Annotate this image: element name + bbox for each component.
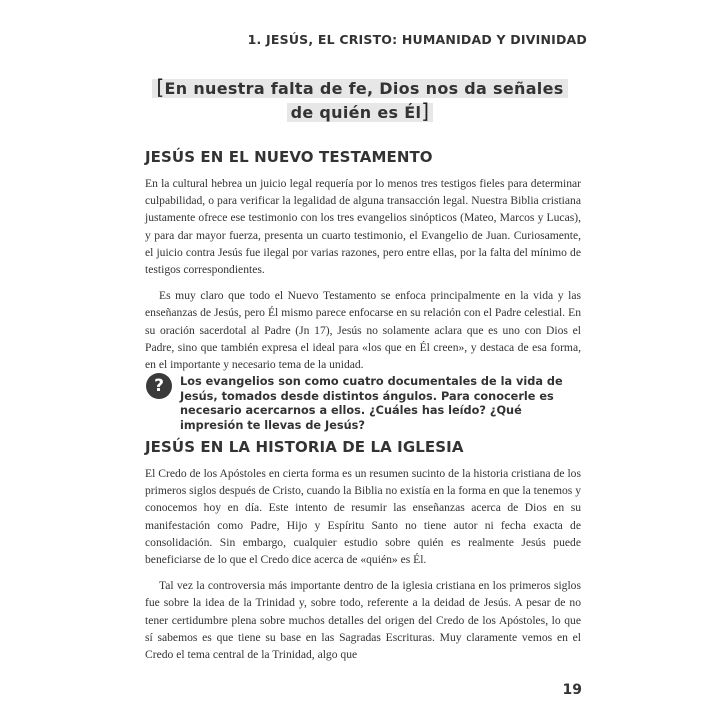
pull-quote xyxy=(150,76,570,124)
paragraph: Es muy claro que todo el Nuevo Testamento se enfoca principalmente en la vida y las enseñanzas de Jesús, pero Él mismo parece enfocarse en su relación con el Padre celestial. En su oración sacerdotal al Padre (Jn 17), Jesús no solamente aclara que es uno con Dios el Padre, sino que también expresa el ideal para «los que en Él creen», y destaca de esa forma, en el importante y necesario tema de la unidad. xyxy=(145,289,581,372)
pull-quote-text: En nuestra falta de fe, Dios nos da señales de quién es Él xyxy=(164,79,564,122)
paragraph: En la cultural hebrea un juicio legal requería por lo menos tres testigos fieles para determinar culpabilidad, o para verificar la legalidad de alguna transacción legal. Nuestra Biblia cristiana justamente ofrece ese testimonio con los tres evangelios sinópticos (Mateo, Marcos y Lucas), y para dar mayor fuerza, presenta un cuarto testimonio, el Evangelio de Juan. Curiosamente, el juicio contra Jesús fue ilegal por varias razones, pero entre ellas, por la falta del mínimo de testigos correspondientes. xyxy=(145,177,581,277)
close-bracket: ] xyxy=(421,99,430,123)
section-body-historia-iglesia xyxy=(145,465,581,672)
reflection-question-text: Los evangelios son como cuatro documentales de la vida de Jesús, tomados desde distintos ángulos. Para conocerle es necesario acercarnos a ellos. ¿Cuáles has leído? ¿Qué impresión te llevas de Jesús? xyxy=(180,375,563,432)
open-bracket: [ xyxy=(156,75,165,99)
page-number: 19 xyxy=(562,682,582,698)
pull-quote-highlight xyxy=(152,75,567,123)
paragraph: El Credo de los Apóstoles en cierta forma es un resumen sucinto de la historia cristiana de los primeros siglos después de Cristo, cuando la Biblia no existía en la forma en que la tenemos y conocemos hoy en día. Este intento de resumir las enseñanzas acerca de Dios en su manifestación como Padre, Hijo y Espíritu Santo no tiene autor ni fecha exacta de consolidación. Sin embargo, cualquier estudio sobre quién es realmente Jesús puede beneficiarse de lo que el Credo dice acerca de «quién» es Él. xyxy=(145,467,581,567)
section-heading-nuevo-testamento: JESÚS EN EL NUEVO TESTAMENTO xyxy=(145,148,433,166)
section-body-nuevo-testamento xyxy=(145,175,581,382)
running-header: 1. JESÚS, EL CRISTO: HUMANIDAD Y DIVINIDAD xyxy=(247,32,587,47)
paragraph: Tal vez la controversia más importante dentro de la iglesia cristiana en los primeros siglos fue sobre la idea de la Trinidad y, sobre todo, referente a la deidad de Jesús. A pesar de no tener certidumbre plena sobre muchos detalles del origen del Credo de los Apóstoles, lo que sí sabemos es que tiene su base en las Sagradas Escrituras. Muy claramente vemos en el Credo el tema central de la Trinidad, algo que xyxy=(145,579,581,662)
question-mark-icon: ? xyxy=(146,373,172,399)
reflection-question-box xyxy=(145,372,585,432)
section-heading-historia-iglesia: JESÚS EN LA HISTORIA DE LA IGLESIA xyxy=(145,438,464,456)
